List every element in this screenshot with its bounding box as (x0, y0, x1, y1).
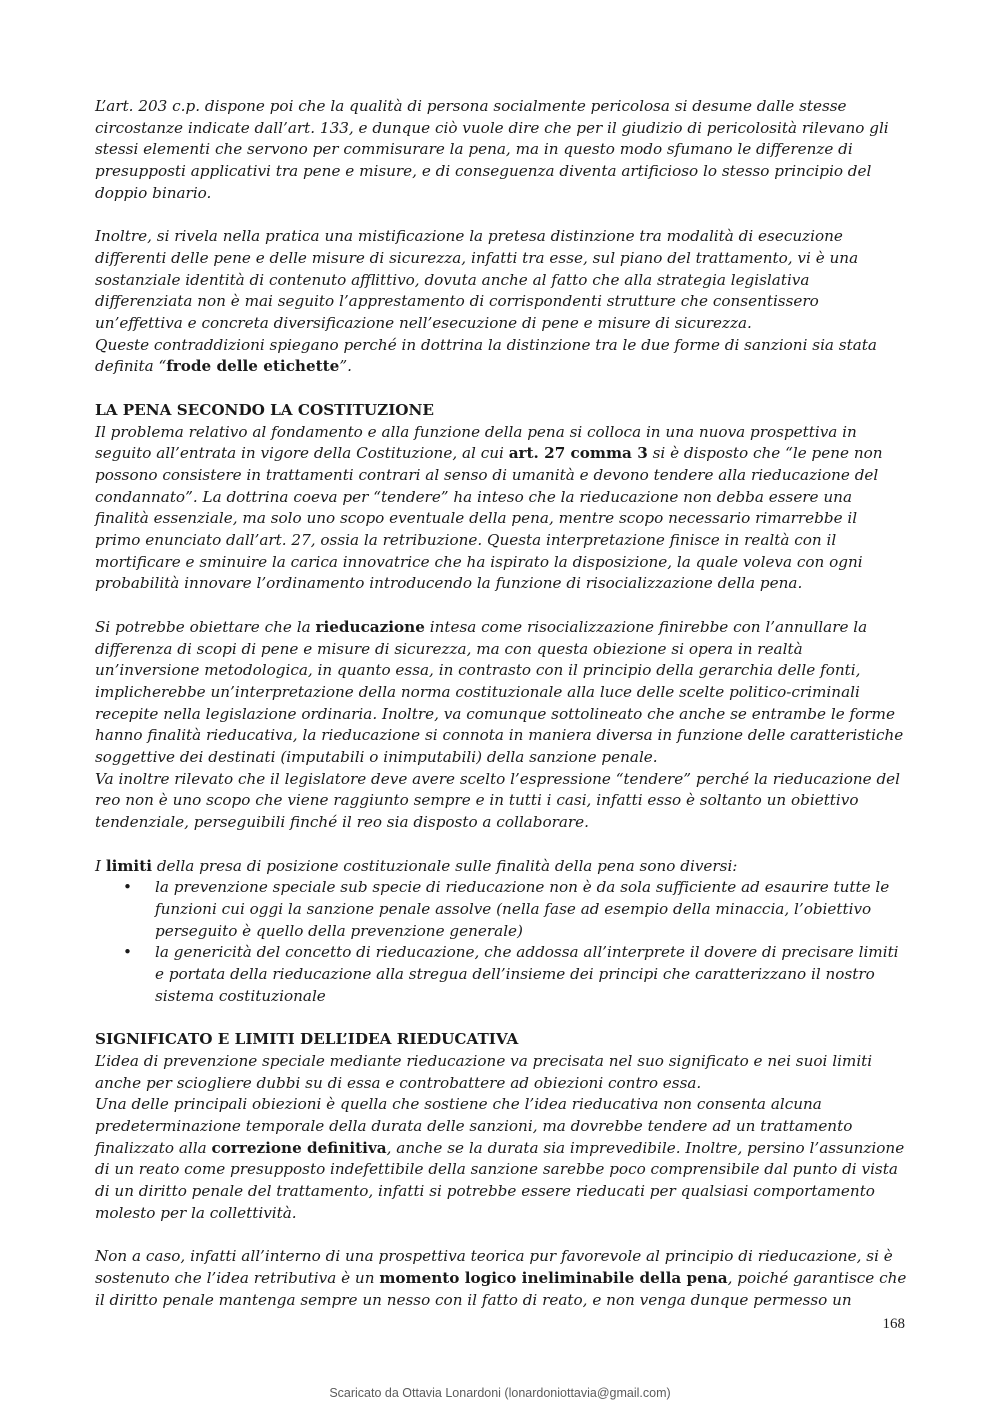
paragraph-gap (95, 834, 907, 856)
paragraph (95, 856, 907, 878)
text-run: Non a caso, infatti all’interno di una prospettiva teorica pur favorevole al principio di rieducazione, si è sostenuto che l’idea retributiva è un (95, 1247, 893, 1287)
section-heading: LA PENA SECONDO LA COSTITUZIONE (95, 400, 434, 419)
paragraph (95, 422, 907, 596)
bullet-list (95, 877, 907, 1007)
text-run: intesa come risocializzazione finirebbe con l’annullare la differenza di scopi di pene e misure di sicurezza, ma con questa obiezione si opera in realtà un’inversione metodologica, in quanto essa, in contrasto con il principio della gerarchia delle fonti, implicherebbe un’interpretazione della norma costituzionale alla luce delle scelte politico-criminali recepite nella legislazione ordinaria. Inoltre, va comunque sottolineato che anche se entrambe le forme hanno finalità rieducativa, la rieducazione si connota in maniera diversa in funzione delle caratteristiche soggettive dei destinati (imputabili o inimputabili) della sanzione penale. (95, 617, 904, 767)
bullet-icon: • (123, 943, 132, 962)
paragraph: Inoltre, si rivela nella pratica una mistificazione la pretesa distinzione tra modalità di esecuzione differenti delle pene e delle misure di sicurezza, infatti tra esse, sul piano del trattamento, vi è una sostanziale identità di contenuto afflittivo, dovuta anche al fatto che alla strategia legislativa differenziata non è mai seguito l’apprestamento di corrispondenti strutture che consentissero un’effettiva e concreta diversificazione nell’esecuzione di pene e misure di sicurezza. (95, 227, 859, 333)
text-run: , poiché garantisce che il diritto penale mantenga sempre un nesso con il fatto di reato, e non venga dunque permesso un (95, 1268, 907, 1309)
paragraph (95, 1246, 907, 1311)
page-number: 168 (882, 1316, 905, 1332)
paragraph (95, 335, 907, 378)
bold-term: art. 27 comma 3 (508, 444, 648, 463)
paragraph (95, 617, 907, 769)
list-item-text: la prevenzione speciale sub specie di rieducazione non è da sola sufficiente ad esaurire tutte le funzioni cui oggi la sanzione penale assolve (nella fase ad esempio della minaccia, l’obiettivo perseguito è quello della prevenzione generale) (155, 878, 890, 940)
bullet-icon: • (123, 878, 132, 897)
paragraph (95, 1094, 907, 1224)
text-run: ”. (339, 357, 352, 376)
paragraph: L’idea di prevenzione speciale mediante rieducazione va precisata nel suo significato e nei suoi limiti anche per sciogliere dubbi su di essa e controbattere ad obiezioni contro essa. (95, 1051, 873, 1092)
paragraph-gap (95, 205, 907, 227)
list-item (95, 942, 907, 1007)
bold-term: correzione definitiva (211, 1138, 387, 1157)
bold-term: frode delle etichette (166, 357, 340, 376)
document-body (95, 96, 907, 1311)
text-run: Il problema relativo al fondamento e alla funzione della pena si colloca in una nuova prospettiva in seguito all’entrata in vigore della Costituzione, al cui (95, 422, 857, 463)
text-run: , anche se la durata sia imprevedibile. Inoltre, persino l’assunzione di un reato come presupposto indefettibile della sanzione sarebbe poco comprensibile dal punto di vista di un diritto penale del trattamento, infatti si potrebbe essere rieducati per qualsiasi comportamento molesto per la collettività. (95, 1138, 905, 1222)
text-run: Si potrebbe obiettare che la (95, 617, 316, 636)
section-heading: SIGNIFICATO E LIMITI DELL’IDEA RIEDUCATIVA (95, 1030, 519, 1049)
bold-term: limiti (105, 856, 152, 875)
paragraph-gap (95, 595, 907, 617)
list-item-text: la genericità del concetto di rieducazione, che addossa all’interprete il dovere di precisare limiti e portata della rieducazione alla stregua dell’insieme dei principi che caratterizzano il nostro sistema costituzionale (155, 943, 899, 1005)
download-footer: Scaricato da Ottavia Lonardoni (lonardoniottavia@gmail.com) (329, 1386, 671, 1400)
paragraph-gap (95, 1224, 907, 1246)
list-item (95, 877, 907, 942)
bold-term: rieducazione (315, 617, 425, 636)
text-run: Una delle principali obiezioni è quella che sostiene che l’idea rieducativa non consenta alcuna predeterminazione temporale della durata delle sanzioni, ma dovrebbe tendere ad un trattamento finalizzato alla (95, 1095, 853, 1157)
paragraph: Va inoltre rilevato che il legislatore deve avere scelto l’espressione “tendere” perché la rieducazione del reo non è uno scopo che viene raggiunto sempre e in tutti i casi, infatti esso è soltanto un obiettivo tendenziale, perseguibili finché il reo sia disposto a collaborare. (95, 769, 901, 832)
text-run: della presa di posizione costituzionale sulle finalità della pena sono diversi: (152, 856, 738, 875)
text-run: Queste contraddizioni spiegano perché in dottrina la distinzione tra le due forme di sanzioni sia stata definita “ (95, 335, 877, 376)
paragraph: L’art. 203 c.p. dispone poi che la qualità di persona socialmente pericolosa si desume dalle stesse circostanze indicate dall’art. 133, e dunque ciò vuole dire che per il giudizio di pericolosità rilevano gli stessi elementi che servono per commisurare la pena, ma in questo modo sfumano le differenze di presupposti applicativi tra pene e misure, e di conseguenza diventa artificioso lo stesso principio del doppio binario. (95, 97, 889, 202)
bold-term: momento logico ineliminabile della pena (379, 1268, 728, 1287)
text-run: si è disposto che “le pene non possono consistere in trattamenti contrari al senso di umanità e devono tendere alla rieducazione del condannato”. La dottrina coeva per “tendere” ha inteso che la rieducazione non debba essere una finalità essenziale, ma solo uno scopo eventuale della pena, mentre scopo necessario rimarrebbe il primo enunciato dall’art. 27, ossia la retribuzione. Questa interpretazione finisce in realtà con il mortificare e sminuire la carica innovatrice che ha ispirato la disposizione, la quale voleva con ogni probabilità innovare l’ordinamento introducendo la funzione di risocializzazione della pena. (95, 444, 883, 593)
paragraph-gap (95, 1007, 907, 1029)
paragraph-gap (95, 378, 907, 400)
text-run: I (95, 856, 106, 875)
